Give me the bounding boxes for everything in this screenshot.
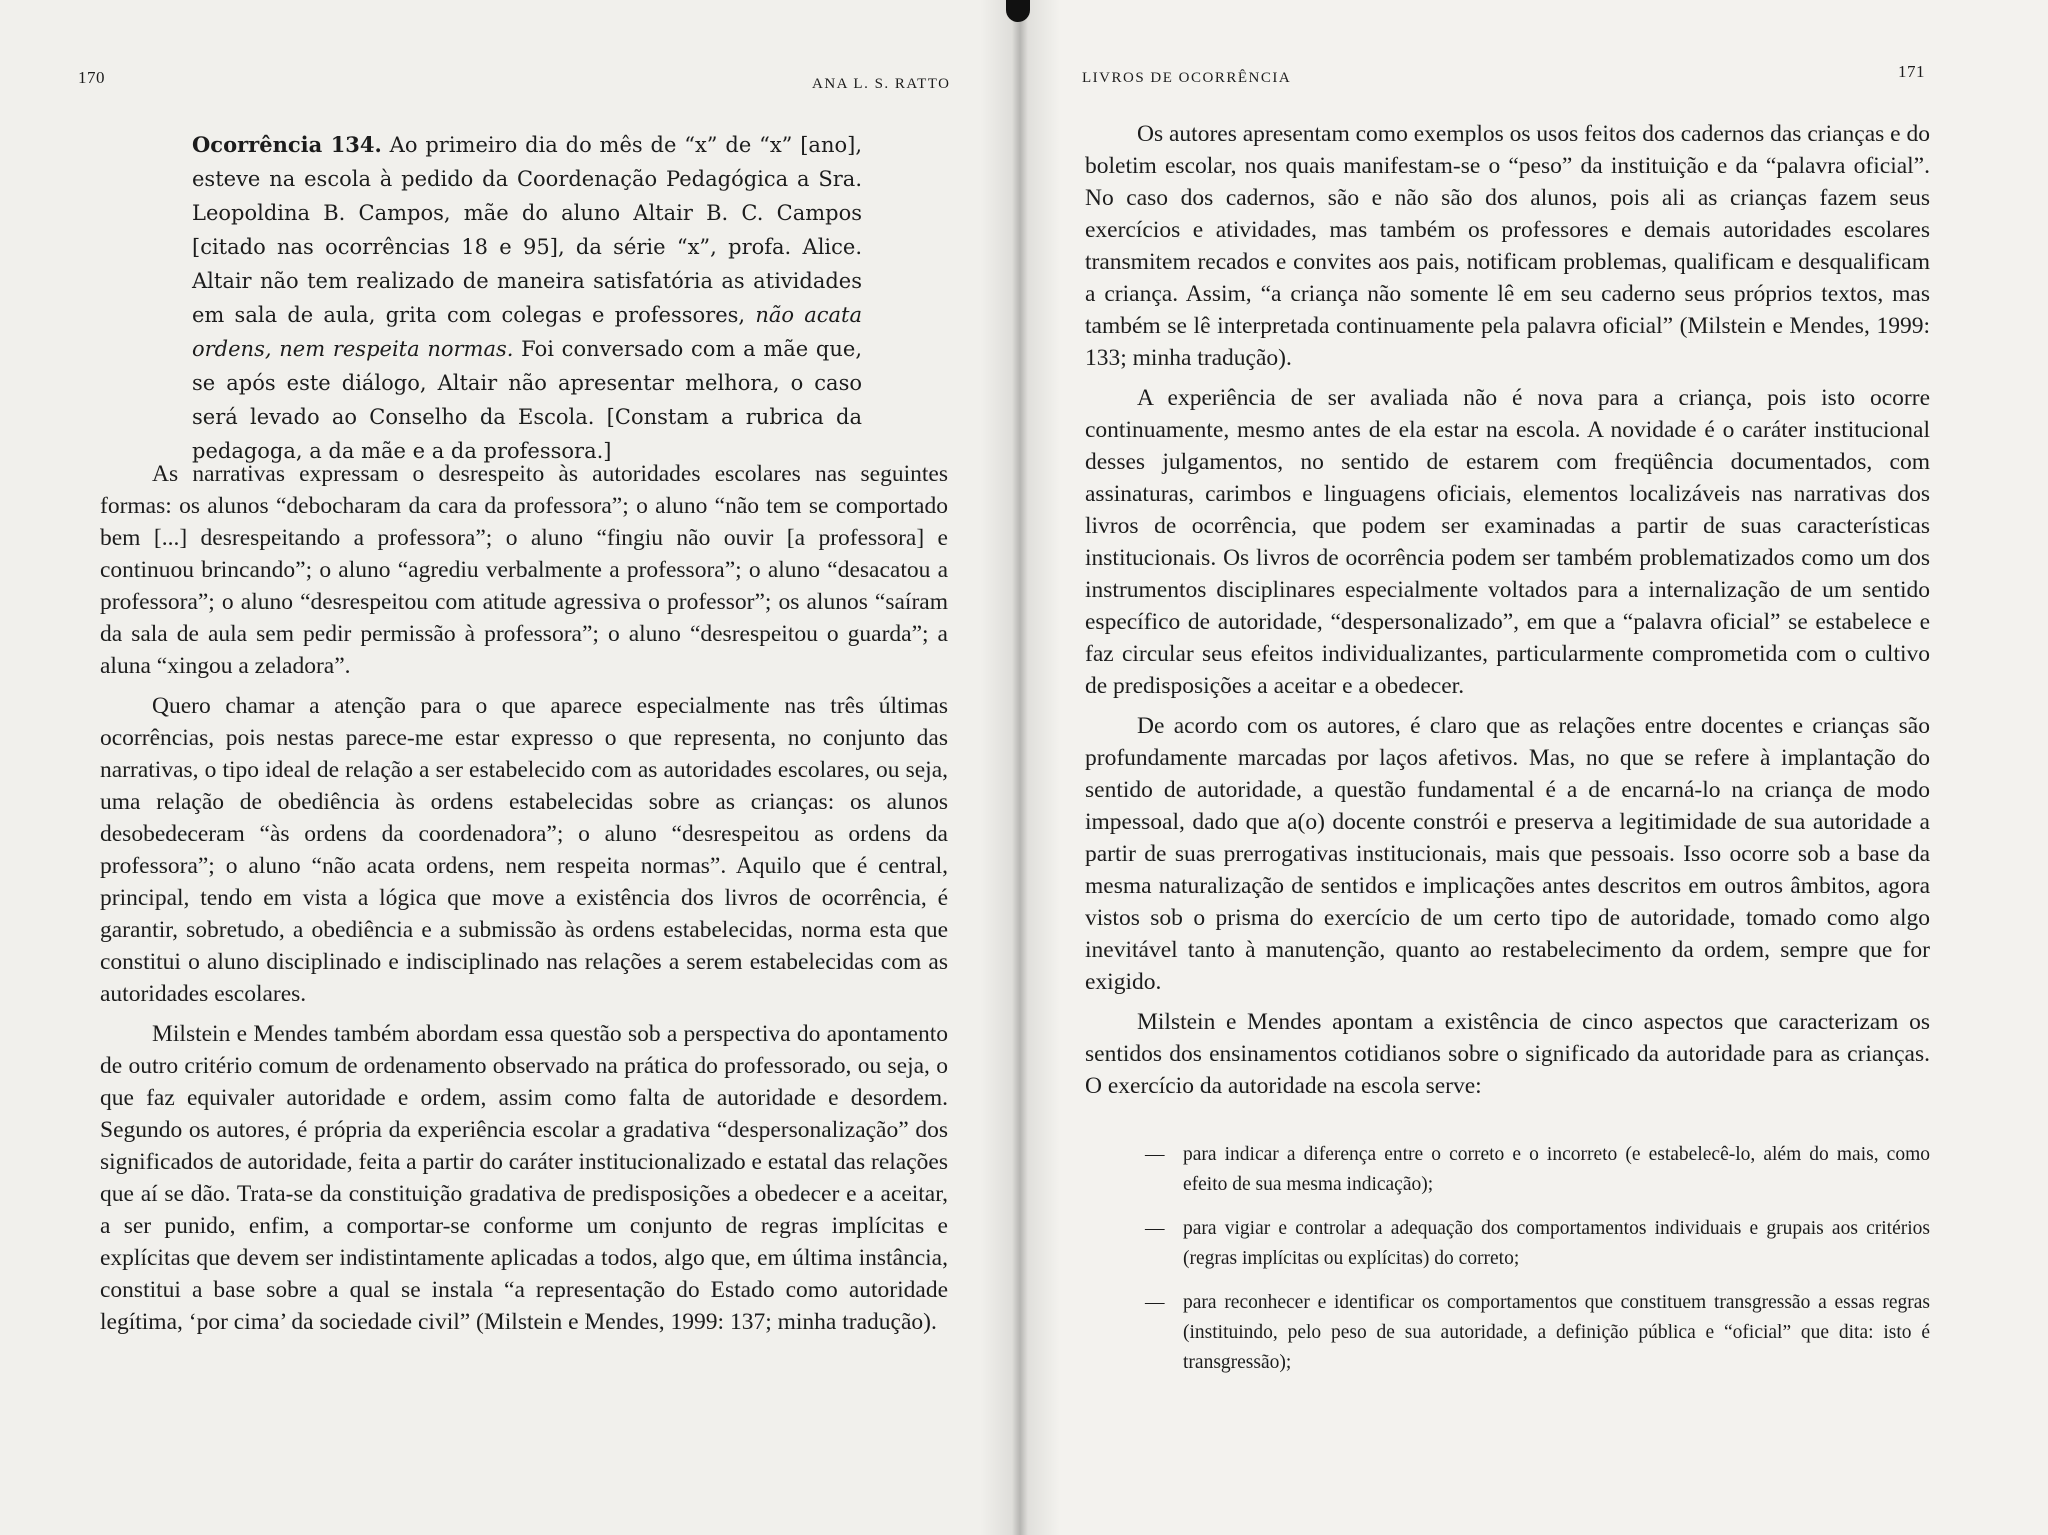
list-item [1085, 1288, 1930, 1378]
quote-text-end: Foi conversado com a mãe que, se após este diálogo, Altair não apresentar melhora, o caso será levado ao Conselho da Escola. [Constam a rubrica da pedagoga, a da mãe e a da professora.] [192, 337, 862, 463]
list-item [1085, 1140, 1930, 1200]
page-number: 171 [1898, 62, 1925, 81]
quote-italic: não acata ordens, nem respeita normas. [192, 303, 862, 361]
dash-marker: — [1145, 1144, 1165, 1165]
running-head: ANA L. S. RATTO [812, 76, 951, 92]
left-page [0, 0, 1018, 1535]
dash-marker: — [1145, 1292, 1165, 1313]
paragraph: De acordo com os autores, é claro que as relações entre docentes e crianças são profundamente marcadas por laços afetivos. Mas, no que se refere à implantação do sentido de autoridade, a questão fundamental é a de encarná-lo na criança de modo impessoal, dado que a(o) docente constrói e preserva a legitimidade de sua autoridade a partir de suas prerrogativas institucionais, mais que pessoais. Isso ocorre sob a base da mesma naturalização de sentidos e implicações antes descritos em outros âmbitos, agora vistos sob o prisma do exercício de um certo tipo de autoridade, tomado como algo inevitável tanto à manutenção, quanto ao restabelecimento da ordem, sempre que for exigido. [1085, 713, 1930, 995]
dash-list [1085, 1140, 1930, 1378]
page-number: 170 [78, 68, 105, 87]
body-text [1085, 118, 1930, 1392]
block-quote [192, 128, 862, 468]
paragraph: Quero chamar a atenção para o que aparece especialmente nas três últimas ocorrências, pois nestas parece-me estar expresso o que representa, no conjunto das narrativas, o tipo ideal de relação a ser estabelecido com as autoridades escolares, ou seja, uma relação de obediência às ordens estabelecidas sobre as crianças: os alunos desobedeceram “às ordens da coordenadora”; o aluno “desrespeitou as ordens da professora”; o aluno “não acata ordens, nem respeita normas”. Aquilo que é central, principal, tendo em vista a lógica que move a existência dos livros de ocorrência, é garantir, sobretudo, a obediência e a submissão às ordens estabelecidas, norma esta que constitui o aluno disciplinado e indisciplinado nas relações a serem estabelecidas com as autoridades escolares. [100, 693, 948, 1007]
paragraph: A experiência de ser avaliada não é nova para a criança, pois isto ocorre continuamente, mesmo antes de ela estar na escola. A novidade é o caráter institucional desses julgamentos, no sentido de estarem com freqüência documentados, com assinaturas, carimbos e linguagens oficiais, elementos localizáveis nas narrativas dos livros de ocorrência, que podem ser examinadas a partir de suas características institucionais. Os livros de ocorrência podem ser também problematizados como um dos instrumentos disciplinares especialmente voltados para a internalização de um sentido específico de autoridade, “despersonalizado”, em que a “palavra oficial” se estabelece e faz circular seus efeitos individualizantes, particularmente comprometida com o cultivo de predisposições a aceitar e a obedecer. [1085, 385, 1930, 699]
quote-lead: Ocorrência 134. [192, 132, 382, 157]
list-item-text: para indicar a diferença entre o correto e o incorreto (e estabelecê-lo, além do mais, como efeito de sua mesma indicação); [1183, 1144, 1930, 1195]
paragraph: Os autores apresentam como exemplos os usos feitos dos cadernos das crianças e do boletim escolar, nos quais manifestam-se o “peso” da instituição e da “palavra oficial”. No caso dos cadernos, são e não são dos alunos, pois ali as crianças fazem seus exercícios e atividades, mas também os professores e demais autoridades escolares transmitem recados e convites aos pais, notificam problemas, qualificam e desqualificam a criança. Assim, “a criança não somente lê em seu caderno seus próprios textos, mas também se lê interpretada continuamente pela palavra oficial” (Milstein e Mendes, 1999: 133; minha tradução). [1085, 121, 1930, 371]
paragraph: As narrativas expressam o desrespeito às autoridades escolares nas seguintes formas: os alunos “debocharam da cara da professora”; o aluno “não tem se comportado bem [...] desrespeitando a professora”; o aluno “fingiu não ouvir [a professora] e continuou brincando”; o aluno “agrediu verbalmente a professora”; o aluno “desacatou a professora”; o aluno “desrespeitou com atitude agressiva o professor”; os alunos “saíram da sala de aula sem pedir permissão à professora”; o aluno “desrespeitou o guarda”; a aluna “xingou a zeladora”. [100, 461, 948, 679]
body-text [100, 458, 948, 1346]
dash-marker: — [1145, 1218, 1165, 1239]
list-item-text: para vigiar e controlar a adequação dos comportamentos individuais e grupais aos critérios (regras implícitas ou explícitas) do correto; [1183, 1218, 1930, 1269]
paragraph: Milstein e Mendes também abordam essa questão sob a perspectiva do apontamento de outro critério comum de ordenamento observado na prática do professorado, ou seja, o que faz equivaler autoridade e ordem, assim como falta de autoridade e desordem. Segundo os autores, é própria da experiência escolar a gradativa “despersonalização” dos significados de autoridade, feita a partir do caráter institucionalizado e estatal das relações que aí se dão. Trata-se da constituição gradativa de predisposições a obedecer e a aceitar, a ser punido, enfim, a comportar-se conforme um conjunto de regras implícitas e explícitas que devem ser indistintamente aplicadas a todos, algo que, em última instância, constitui a base sobre a qual se instala “a representação do Estado como autoridade legítima, ‘por cima’ da sociedade civil” (Milstein e Mendes, 1999: 137; minha tradução). [100, 1021, 948, 1335]
quote-text: Ao primeiro dia do mês de “x” de “x” [ano], esteve na escola à pedido da Coordenação Pedagógica a Sra. Leopoldina B. Campos, mãe do aluno Altair B. C. Campos [citado nas ocorrências 18 e 95], da série “x”, profa. Alice. Altair não tem realizado de maneira satisfatória as atividades em sala de aula, grita com colegas e professores, [192, 133, 862, 327]
list-item-text: para reconhecer e identificar os comportamentos que constituem transgressão a essas regras (instituindo, pelo peso de sua autoridade, a definição pública e “oficial” que dita: isto é transgressão); [1183, 1292, 1930, 1373]
running-head: LIVROS DE OCORRÊNCIA [1082, 70, 1292, 86]
list-item [1085, 1214, 1930, 1274]
gutter-shadow [980, 0, 1060, 1535]
paragraph: Milstein e Mendes apontam a existência de cinco aspectos que caracterizam os sentidos dos ensinamentos cotidianos sobre o significado da autoridade para as crianças. O exercício da autoridade na escola serve: [1085, 1009, 1930, 1099]
